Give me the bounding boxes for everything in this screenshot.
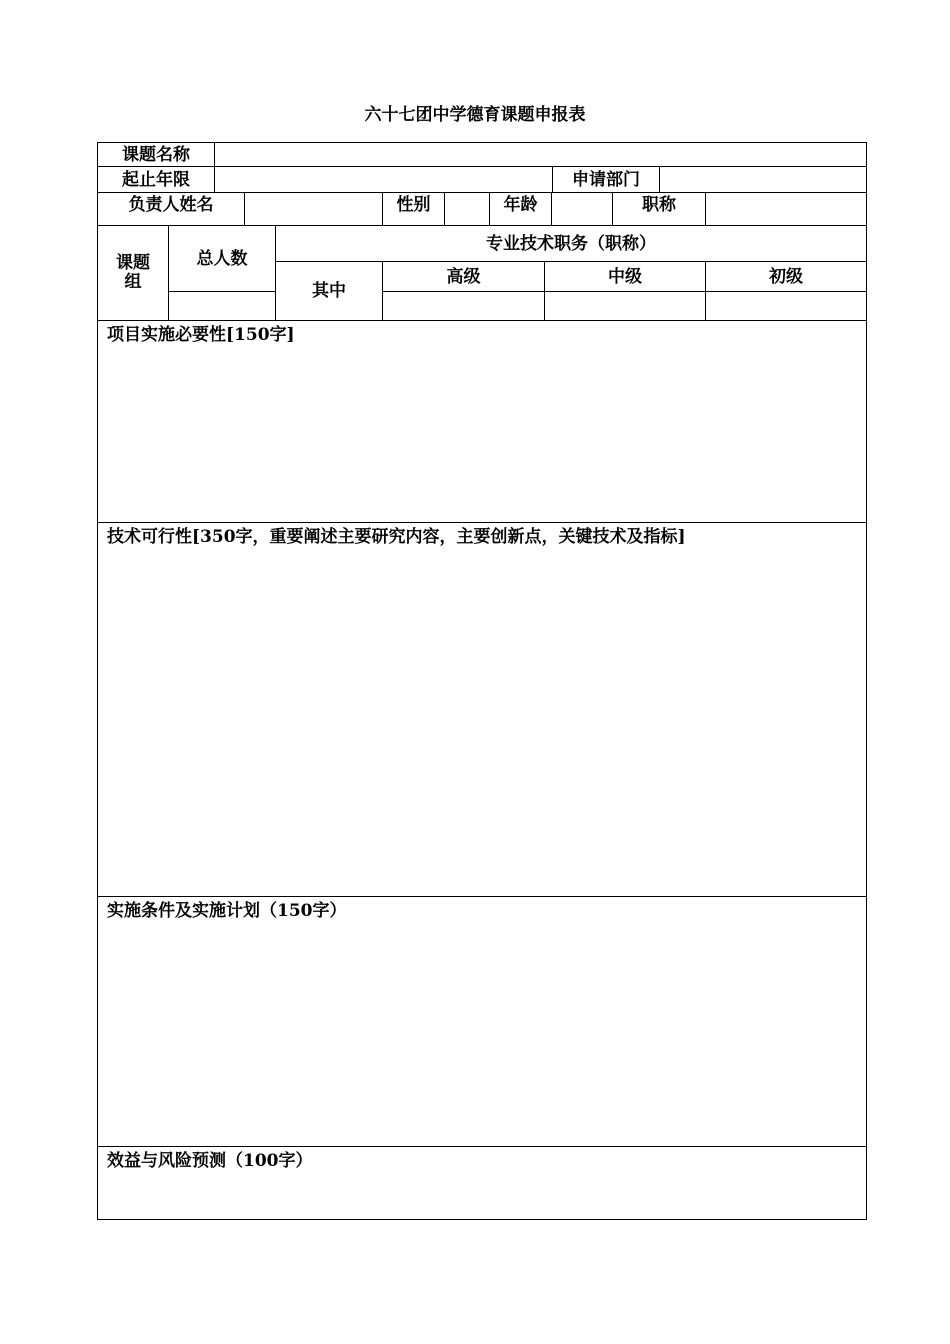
benefits-risks-section[interactable] [97, 1146, 867, 1220]
total-count-field[interactable] [168, 291, 276, 321]
conditions-plan-section[interactable] [97, 896, 867, 1147]
job-title-label: 职称 [612, 192, 706, 226]
topic-name-field[interactable] [214, 142, 867, 167]
total-count-label: 总人数 [168, 225, 276, 292]
research-group-label: 课题 组 [97, 225, 169, 321]
middle-count-field[interactable] [544, 291, 706, 321]
benefits-risks-heading: 效益与风险预测（100字） [107, 1151, 313, 1171]
job-title-field[interactable] [705, 192, 867, 226]
page-title: 六十七团中学德育课题申报表 [364, 105, 586, 125]
professional-title-header: 专业技术职务（职称） [275, 225, 867, 262]
leader-name-field[interactable] [244, 192, 383, 226]
conditions-plan-heading: 实施条件及实施计划（150字） [107, 901, 347, 921]
middle-label: 中级 [544, 261, 706, 292]
gender-label: 性别 [382, 192, 445, 226]
period-field[interactable] [214, 166, 553, 193]
topic-name-label: 课题名称 [97, 142, 215, 167]
feasibility-heading: 技术可行性[350字，重要阐述主要研究内容，主要创新点，关键技术及指标] [107, 527, 686, 547]
department-label: 申请部门 [552, 166, 660, 193]
junior-count-field[interactable] [705, 291, 867, 321]
junior-label: 初级 [705, 261, 867, 292]
gender-field[interactable] [444, 192, 490, 226]
necessity-heading: 项目实施必要性[150字] [107, 325, 295, 345]
senior-label: 高级 [382, 261, 545, 292]
feasibility-section[interactable] [97, 522, 867, 897]
period-label: 起止年限 [97, 166, 215, 193]
senior-count-field[interactable] [382, 291, 545, 321]
leader-name-label: 负责人姓名 [97, 192, 245, 226]
age-field[interactable] [551, 192, 613, 226]
department-field[interactable] [659, 166, 867, 193]
necessity-section[interactable] [97, 320, 867, 523]
among-label: 其中 [275, 261, 383, 321]
age-label: 年龄 [489, 192, 552, 226]
